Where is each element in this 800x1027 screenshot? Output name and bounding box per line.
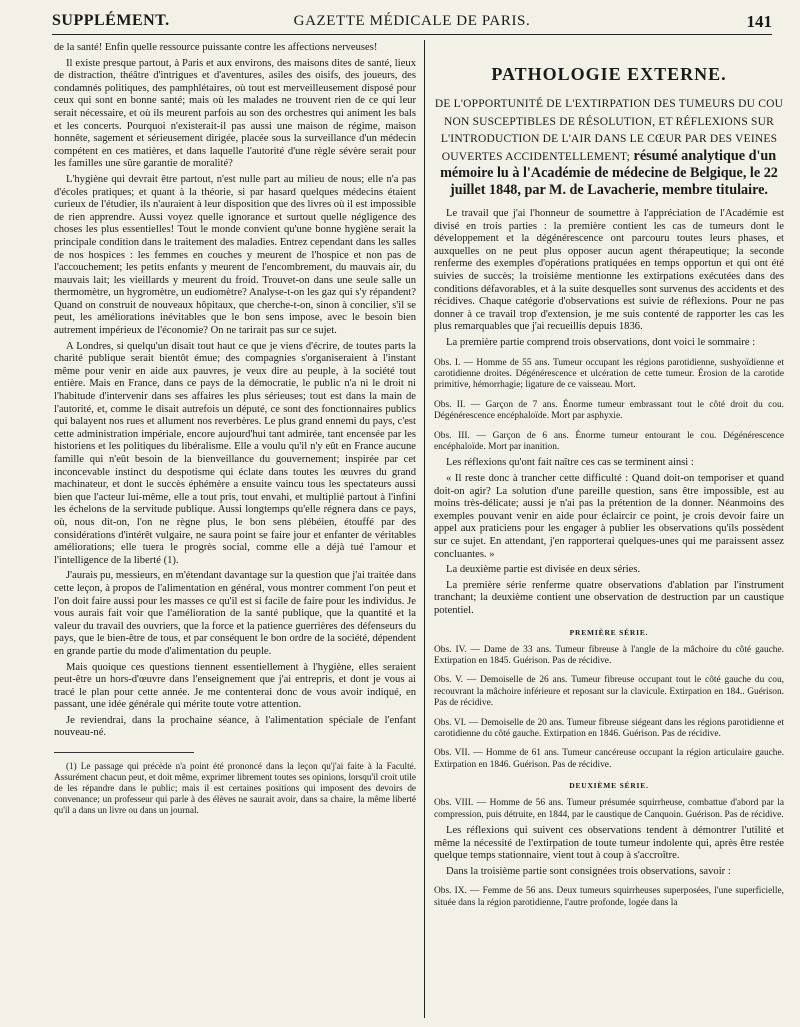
series-label: DEUXIÈME SÉRIE.	[569, 781, 649, 791]
observation: Obs. VIII. — Homme de 56 ans. Tumeur présumée squirrheuse, combattue d'abord par la compression, puis détruite, en 1844, par le caustique de Canquoin. Guérison. Pas de récidive.	[434, 798, 784, 820]
observation: Obs. V. — Demoiselle de 26 ans. Tumeur fibreuse occupant tout le côté gauche du cou, recouvrant la mâchoire inférieure et reposant sur la clavicule. Extirpation en 184.. Guérison. Pas de récidive.	[434, 675, 784, 709]
article-title-caps: DE L'OPPORTUNITÉ DE L'EXTIRPATION DES TUMEURS DU COU NON SUSCEPTIBLES DE RÉSOLUTION, ET RÉFLEXIONS SUR L'INTRODUCTION DE L'AIR DANS LE CŒUR PAR DES VEINES OUVERTES ACCIDENTELLEMENT;	[434, 98, 784, 163]
paragraph: Je reviendrai, dans la prochaine séance, à l'alimentation spéciale de l'enfant nouveau-né.	[54, 714, 416, 739]
observation: Obs. IX. — Femme de 56 ans. Deux tumeurs squirrheuses superposées, l'une superficielle, située dans la région parotidienne, l'autre profonde, logée dans la	[434, 886, 784, 908]
article-title	[434, 95, 784, 198]
section-title: PATHOLOGIE EXTERNE.	[491, 64, 727, 84]
footnote: (1) Le passage qui précède n'a point été prononcé dans la leçon qu'j'ai faite à la Faculté. Assurément chacun peut, et doit même, exprimer librement toutes ses opinions, lorsqu'il croit utile de les répandre dans le public; mais il est certaines positions qui imposent des devoirs de convenance; un professeur qui parle à des élèves ne saurait avoir, dans sa chaire, la même liberté qu'il a dans un livre ou dans un journal.	[54, 761, 416, 816]
paragraph: A Londres, si quelqu'un disait tout haut ce que je viens d'écrire, de toutes parts la charité publique serait bientôt émue; des compagnies s'organiseraient à l'instant même pour venir en aide aux pauvres, je veux dire au peuple, à la société tout entière. Mais en France, dans ce pays de la démocratie, le public n'a ni le droit ni l'habitude d'intervenir dans ses affaires les plus sérieuses; tout est dans la main de l'autorité, et, comme le disait autrefois un député, ce sont des fonctionnaires publics qui balayent nos rues et allument nos reverbères. Le plus grand ennemi du pays, c'est cette administration impériale, encore aujourd'hui tant admirée, tant encensée par les historiens et les politiques du libéralisme. Elle a voulu qu'il n'y eût en France aucune famille qui n'eût besoin de la bienveillance du gouvernement; inspirée par cet inconcevable instinct du despotisme qui éclate dans toutes les œuvres du grand machinateur, et dont le succès éphémère a ensuite vaincu tous les spectateurs aussi bien que l'acteur lui-même, elle a tout pris, tout envahi, et multiplié partout à l'infini les échelons de la servitude publique. Aussi longtemps qu'elle régnera dans ce pays, où, nous dit-on, l'on ne règne plus, le bon sens plébéien, étouffé par des considérations d'intérêt vulgaire, ne saura point se faire jour et enfanter de véritables améliorations; elle tuera le progrès social, comme elle a déjà tué l'amour et l'intelligence de la liberté (1).	[54, 340, 416, 566]
paragraph: Mais quoique ces questions tiennent essentiellement à l'hygiène, elles seraient peut-être un hors-d'œuvre dans l'enseignement que j'ai entrepris, et dont je vous ai tracé le plan pour cette année. Je me contenterai donc de vous avoir indiqué, en passant, une idée générale qui mérite toute votre attention.	[54, 661, 416, 711]
page-number: 141	[746, 12, 772, 31]
paragraph: de la santé! Enfin quelle ressource puissante contre les affections nerveuses!	[54, 42, 378, 53]
series-label: PREMIÈRE SÉRIE.	[569, 627, 649, 637]
observation: Obs. III. — Garçon de 6 ans. Énorme tumeur entourant le cou. Dégénérescence encéphaloïde. Mort par inanition.	[434, 430, 784, 452]
reflections-intro: Les réflexions qu'ont fait naître ces cas se terminent ainsi :	[446, 457, 694, 469]
paragraph: Il existe presque partout, à Paris et aux environs, des maisons dites de santé, lieux de distraction, théâtre d'intrigues et d'aventures, asiles des oisifs, des joueurs, des condamnés politiques, des pamphlétaires, où tout est merveilleusement disposé pour ceux qui sont en bonne santé; mais où les malades ne trouvent rien de ce qui leur serait nécessaire, et où ils meurent parfois au son des orchestres qui animent les bals et les concerts. Pourquoi n'existerait-il pas aussi une maison de régime, maison honnête, sagement et sérieusement dirigée, placée sous la surveillance d'un médecin compétent en ces matières, et dans laquelle l'autorité d'une règle sévère serait pour les familles une sûre garantie de moralité?	[54, 57, 416, 170]
footnote-rule	[54, 752, 194, 753]
right-column	[434, 42, 784, 1020]
observation: Obs. VI. — Demoiselle de 20 ans. Tumeur fibreuse siégeant dans les régions parotidienne et carotidienne du côté gauche. Extirpation en 1846. Guérison. Pas de récidive.	[434, 717, 784, 739]
part1-intro: La première partie comprend trois observations, dont voici le sommaire :	[446, 336, 756, 348]
page-header	[52, 12, 772, 35]
quote: « Il reste donc à trancher cette difficulté : Quand doit-on temporiser et quand doit-on agir? La solution d'une pareille question, sans être impossible, est au moins très-délicate; aussi je n'ai pas la prétention de la donner. Néanmoins des exemples pouvant venir en aide pour éclaircir ce point, je crois devoir faire un appel aux praticiens pour les engager à publier les observations qu'ils possèdent sur ce sujet. En attendant, j'en rapporterai quelques-unes qui me paraissent assez concluantes. »	[434, 472, 784, 560]
paragraph: J'aurais pu, messieurs, en m'étendant davantage sur la question que j'ai traitée dans cette leçon, à propos de l'alimentation en général, vous montrer comment l'on peut et l'on doit faire aussi pour les masses ce qu'il est si facile de faire pour les individus. Je vous aurais fait voir que l'amélioration de la santé publique, que la quantité et la valeur du travail des ouvriers, que la force et la patience guerrières des défenseurs du pays, que le bien-être de tous, et par conséquent le bon ordre de la société, dépendent en grande partie du mode d'alimentation du peuple.	[54, 570, 416, 657]
intro-paragraph: Le travail que j'ai l'honneur de soumettre à l'appréciation de l'Académie est divisé en trois parties : la première contient les cas de tumeurs dont le développement et la dégénérescence ont parcouru toutes leurs phases, et auxquelles on ne peut plus opposer aucun agent thérapeutique; la seconde renferme des exemples d'opérations pratiquées en temps opportun et qui ont été suivies de succès; la troisième mentionne les extirpations exécutées dans des conditions défavorables, et à la suite desquelles sont survenus des accidents et des récidives. Chaque catégorie d'observations est suivie de réflexions. Pour ne pas donner à ce travail trop d'extension, je me suis contenté de rapporter les cas les plus remarquables que j'ai recueillis depuis 1836.	[434, 208, 784, 333]
observation: Obs. II. — Garçon de 7 ans. Énorme tumeur embrassant tout le côté droit du cou. Dégénérescence encéphaloïde. Mort par asphyxie.	[434, 399, 784, 422]
observation: Obs. IV. — Dame de 33 ans. Tumeur fibreuse à l'angle de la mâchoire du côté gauche. Extirpation en 1845. Guérison. Pas de récidive.	[434, 644, 784, 666]
article-title-rest: résumé analytique d'un mémoire lu à l'Académie de médecine de Belgique, le 22 juillet 1848, par M. de Lavacherie, membre titulaire.	[440, 147, 778, 198]
left-column	[54, 42, 416, 1020]
column-divider	[424, 40, 425, 1018]
part2-description: La première série renferme quatre observations d'ablation par l'instrument tranchant; la deuxième contient une observation de destruction par un caustique potentiel.	[434, 579, 784, 616]
part2-intro: La deuxième partie est divisée en deux séries.	[446, 564, 641, 576]
observation: Obs. I. — Homme de 55 ans. Tumeur occupant les régions parotidienne, sushyoïdienne et carotidienne droites. Dégénérescence et ulcération de cette tumeur. Érosion de la carotide primitive, hémorrhagie; ligature de ce vaisseau. Mort.	[434, 357, 784, 391]
observation: Obs. VII. — Homme de 61 ans. Tumeur cancéreuse occupant la région articulaire gauche. Extirpation en 1846. Guérison. Pas de récidive.	[434, 748, 784, 770]
part3-intro: Dans la troisième partie sont consignées trois observations, savoir :	[446, 865, 731, 877]
paragraph: L'hygiène qui devrait être partout, n'est nulle part au milieu de nous; elle n'a pas d'écoles pratiques; et quant à la théorie, si par hasard quelques médecins étaient curieux de l'étudier, ils n'auraient à leur disposition que des livres où il est impossible de rien apprendre. Aussi voyez quelle ignorance et surtout quelle négligence des choses les plus essentielles! Tout le monde convient qu'une bonne hygiène serait la principale condition dans le traitement des maladies. Entrez cependant dans les salles de nos hospices : les femmes en couches y meurent de l'hospice et non pas de l'accouchement; les petits enfants y meurent de l'encombrement, du mauvais air, du mauvais lait; les vieillards y meurent du froid. Trouvet-on dans une seule salle un thermomètre, un hygromètre, un eudiomètre? Analyse-t-on les gaz qui s'y répandent? Quand on construit de nouveaux hôpitaux, que cherche-t-on, sinon à concilier, s'il se peut, les améliorations inévitables que le bon sens impose, avec le besoin bien autrement impérieux de l'économie? On ne tarirait pas sur ce sujet.	[54, 173, 416, 337]
part2-conclusion: Les réflexions qui suivent ces observations tendent à démontrer l'utilité et même la nécessité de l'extirpation de toute tumeur indolente qui, après être restée quelque temps stationnaire, vient tout à coup à s'accroître.	[434, 824, 784, 862]
journal-title: GAZETTE MÉDICALE DE PARIS.	[293, 13, 531, 29]
supplement-label: SUPPLÉMENT.	[52, 12, 170, 29]
